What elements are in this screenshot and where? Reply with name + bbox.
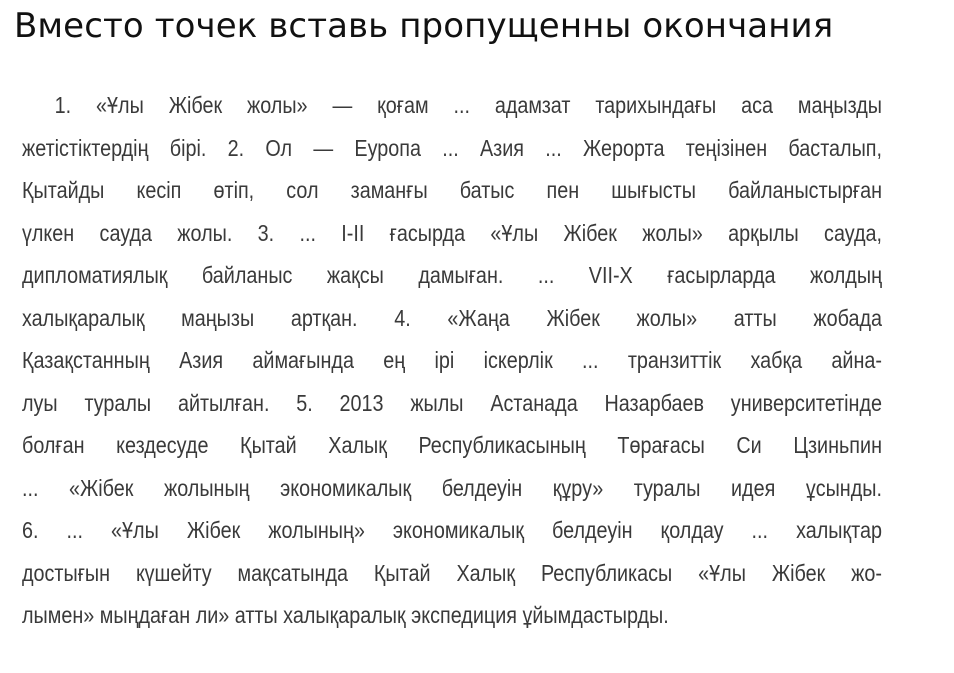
text-line: 6. ... «Ұлы Жібек жолының» экономикалық белдеуін қолдау ... халықтар: [22, 517, 882, 543]
text-line: болған кездесуде Қытай Халық Республикасының Төрағасы Си Цзиньпин: [22, 432, 882, 458]
text-line: луы туралы айтылған. 5. 2013 жылы Астанада Назарбаев университетінде: [22, 389, 882, 416]
text-line: 1. «Ұлы Жібек жолы» — қоғам ... адамзат тарихындағы аса маңызды: [54, 92, 883, 118]
text-line: халықаралық маңызы артқан. 4. «Жаңа Жібек жолы» атты жобада: [22, 304, 882, 331]
text-line: Қазақстанның Азия аймағында ең ірі іскерлік ... транзиттік хабқа айна-: [22, 347, 882, 373]
text-line: жетістіктердің бірі. 2. Ол — Еуропа ... Азия ... Жерорта теңізінен басталып,: [22, 134, 882, 161]
text-line: лымен» мыңдаған ли» атты халықаралық экспедиция ұйымдастырды.: [22, 602, 669, 628]
text-line: үлкен сауда жолы. 3. ... I-II ғасырда «Ұлы Жібек жолы» арқылы сауда,: [22, 219, 882, 246]
text-line: Қытайды кесіп өтіп, сол заманғы батыс пен шығысты байланыстырған: [22, 177, 882, 203]
textbook-excerpt: [22, 70, 882, 670]
text-line: достығын күшейту мақсатында Қытай Халық Республикасы «Ұлы Жібек жо-: [22, 559, 882, 586]
cropped-previous-line: [60, 72, 110, 78]
exercise-text: [22, 84, 883, 637]
text-line: дипломатиялық байланыс жақсы дамыған. ... VII-X ғасырларда жолдың: [22, 262, 882, 288]
task-heading: Вместо точек вставь пропущенны окончания: [14, 6, 834, 46]
text-line: ... «Жібек жолының экономикалық белдеуін құру» туралы идея ұсынды.: [22, 474, 882, 501]
